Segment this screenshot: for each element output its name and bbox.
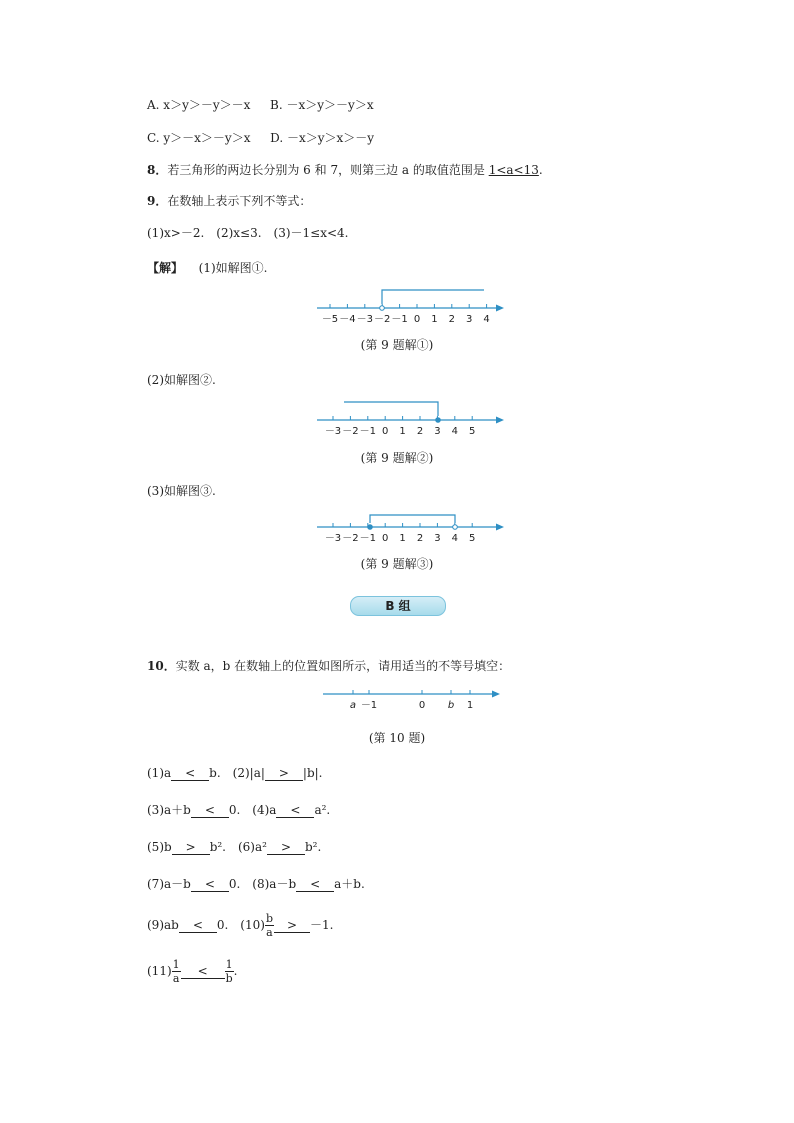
q9-solution-2: (2)如解图②. — [147, 373, 216, 387]
q10-r3-text1: (5)b — [147, 840, 172, 854]
q10-r1-text2: b. (2)|a| — [209, 766, 265, 780]
tick-label: 2 — [448, 314, 455, 325]
q10-caption: (第 10 题) — [368, 731, 426, 745]
open-point — [380, 306, 385, 311]
number-line-q10 — [318, 682, 508, 714]
q10-title — [147, 658, 510, 674]
section-badge: B 组 — [350, 596, 446, 616]
q10-row-4 — [147, 876, 365, 892]
q10-r5-text3: －1. — [309, 918, 334, 932]
q10-r5-text1: (9)ab — [147, 918, 179, 932]
q10-r5-text2: 0. (10) — [216, 918, 265, 932]
fraction-1-over-a — [172, 958, 181, 985]
tick-label: 4 — [451, 533, 458, 544]
tick-label: －3 — [356, 314, 373, 325]
q8-text: 若三角形的两边长分别为 6 和 7，则第三边 a 的取值范围是 — [167, 163, 485, 177]
tick-label: 3 — [466, 314, 473, 325]
q8-end: . — [538, 163, 543, 177]
q10-r6-text3: . — [233, 964, 238, 978]
solution-label: 【解】 — [147, 261, 184, 275]
tick-label: 3 — [434, 426, 441, 437]
tick-label: －3 — [324, 426, 342, 437]
q10-r3-text3: b². — [304, 840, 322, 854]
q10-r1-text1: (1)a — [147, 766, 172, 780]
q9-items: (1)x>－2. (2)x≤3. (3)－1≤x<4. — [147, 226, 349, 240]
q10-r3-text2: b². (6)a² — [209, 840, 267, 854]
q9-solution-3: (3)如解图③. — [147, 484, 216, 498]
q10-r2-text1: (3)a＋b — [147, 803, 191, 817]
tick-label: 2 — [416, 533, 424, 544]
frac-denominator: b — [225, 972, 233, 985]
tick-label: －3 — [324, 533, 342, 544]
q9-caption-3: (第 9 题解③) — [360, 557, 434, 571]
answer-blank: > — [274, 918, 310, 933]
tick-label: 1 — [431, 314, 438, 325]
q10-row-5 — [147, 910, 333, 940]
tick-label: 0 — [413, 314, 421, 325]
answer-blank: < — [276, 803, 314, 818]
tick-label: 1 — [399, 533, 406, 544]
q10-row-1 — [147, 765, 323, 781]
tick-label: －1 — [360, 700, 378, 711]
q9-sol1-text: (1)如解图①. — [198, 261, 268, 275]
tick-label: 0 — [418, 700, 426, 711]
answer-blank: < — [181, 964, 225, 979]
answer-blank: < — [179, 918, 217, 933]
tick-label: 0 — [382, 426, 389, 437]
q8-answer: 1<a<13 — [488, 163, 539, 177]
tick-label: －2 — [342, 533, 359, 544]
number-line-1 — [312, 284, 512, 326]
frac-numerator: 1 — [172, 958, 180, 971]
q8 — [147, 162, 543, 178]
tick-label: －1 — [359, 533, 376, 544]
q10-r4-text2: 0. (8)a－b — [228, 877, 297, 891]
q10-number: 10． — [147, 659, 176, 673]
q10-row-2 — [147, 802, 330, 818]
frac-numerator: b — [265, 912, 273, 925]
q7-option-a: A. x＞y＞－y＞－x — [147, 98, 251, 112]
tick-label: 0 — [382, 533, 389, 544]
tick-label: －2 — [342, 426, 359, 437]
q9-number: 9． — [147, 194, 168, 208]
frac-denominator: a — [266, 926, 273, 939]
frac-denominator: a — [172, 972, 180, 985]
q9-solution-1 — [147, 260, 268, 276]
closed-point — [436, 418, 441, 423]
q10-row-3 — [147, 839, 321, 855]
answer-blank: < — [171, 766, 209, 781]
tick-label: 4 — [451, 426, 458, 437]
q10-text: 实数 a，b 在数轴上的位置如图所示，请用适当的不等号填空： — [175, 659, 511, 673]
answer-blank: < — [191, 803, 229, 818]
fraction-b-over-a — [265, 912, 274, 939]
answer-blank: > — [172, 840, 210, 855]
q9-text: 在数轴上表示下列不等式： — [167, 194, 312, 208]
tick-label: －5 — [321, 314, 339, 325]
q7-row-2 — [147, 130, 374, 146]
answer-blank: > — [267, 840, 305, 855]
tick-label: －2 — [374, 314, 391, 325]
q7-row-1 — [147, 97, 374, 113]
number-line-3 — [312, 505, 512, 547]
tick-label: 5 — [469, 533, 476, 544]
frac-numerator: 1 — [225, 958, 233, 971]
tick-label: 1 — [466, 700, 474, 711]
q8-number: 8． — [147, 163, 168, 177]
q10-r4-text3: a＋b. — [334, 877, 365, 891]
tick-label: 3 — [434, 533, 441, 544]
q10-r2-text3: a². — [314, 803, 331, 817]
q10-r4-text1: (7)a－b — [147, 877, 191, 891]
answer-blank: > — [265, 766, 303, 781]
q7-option-b: B. －x＞y＞－y＞x — [270, 98, 374, 112]
tick-label: －4 — [339, 314, 356, 325]
q10-r1-text3: |b|. — [302, 766, 323, 780]
open-point — [453, 525, 458, 530]
fraction-1-over-b — [225, 958, 234, 985]
tick-label: 5 — [469, 426, 476, 437]
closed-point — [368, 525, 373, 530]
q10-r2-text2: 0. (4)a — [228, 803, 277, 817]
q7-option-d: D. －x＞y＞x＞－y — [270, 131, 375, 145]
q10-row-6 — [147, 956, 237, 986]
tick-label: b — [447, 700, 455, 711]
q10-r6-text1: (11) — [147, 964, 172, 978]
answer-blank: < — [296, 877, 334, 892]
tick-label: －1 — [359, 426, 376, 437]
q7-option-c: C. y＞－x＞－y＞x — [147, 131, 251, 145]
tick-label: －1 — [391, 314, 408, 325]
answer-blank: < — [191, 877, 229, 892]
tick-label: 4 — [483, 314, 490, 325]
tick-label: 2 — [416, 426, 424, 437]
number-line-2 — [312, 396, 512, 438]
tick-label: a — [349, 700, 357, 711]
q9-caption-2: (第 9 题解②) — [360, 451, 434, 465]
tick-label: 1 — [399, 426, 406, 437]
q9-title — [147, 193, 311, 209]
q9-caption-1: (第 9 题解①) — [360, 338, 434, 352]
